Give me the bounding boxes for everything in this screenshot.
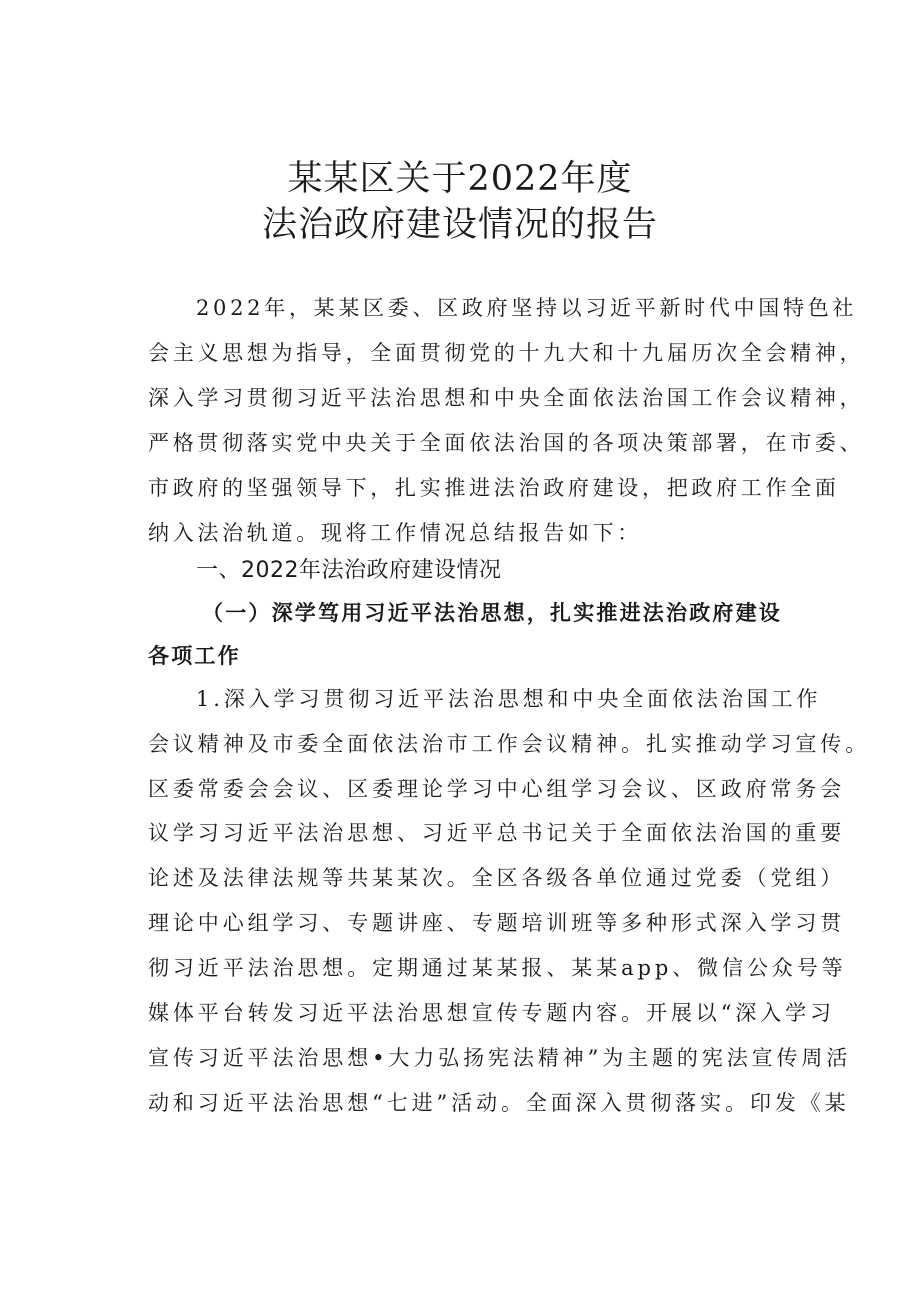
intro-line: 会主义思想为指导，全面贯彻党的十九大和十九届历次全会精神，	[148, 341, 865, 365]
body-line: 理论中心组学习、专题讲座、专题培训班等多种形式深入学习贯	[148, 911, 846, 935]
body-line: 动和习近平法治思想“七进”活动。全面深入贯彻落实。印发《某	[148, 1091, 850, 1115]
intro-line: 深入学习贯彻习近平法治思想和中央全面依法治国工作会议精神，	[148, 386, 865, 410]
document-title-line-1: 某某区关于2022年度	[287, 159, 633, 199]
body-line: 媒体平台转发习近平法治思想宣传专题内容。开展以“深入学习	[148, 1001, 835, 1025]
intro-line: 市政府的坚强领导下，扎实推进法治政府建设，把政府工作全面	[148, 476, 840, 500]
body-line: 彻习近平法治思想。定期通过某某报、某某app、微信公众号等	[148, 956, 847, 980]
intro-line: 严格贯彻落实党中央关于全面依法治国的各项决策部署，在市委、	[148, 431, 865, 455]
body-line: 宣传习近平法治思想•大力弘扬宪法精神”为主题的宪法宣传周活	[148, 1046, 852, 1070]
intro-line: 2022年，某某区委、区政府坚持以习近平新时代中国特色社	[196, 296, 858, 320]
subsection-heading-line-2: 各项工作	[148, 644, 241, 668]
document-title-line-2: 法治政府建设情况的报告	[261, 205, 658, 245]
intro-line: 纳入法治轨道。现将工作情况总结报告如下：	[148, 521, 642, 545]
section-heading-1: 一、2022年法治政府建设情况	[196, 558, 502, 583]
body-line: 区委常委会会议、区委理论学习中心组学习会议、区政府常务会	[148, 777, 846, 801]
body-line: 议学习习近平法治思想、习近平总书记关于全面依法治国的重要	[148, 821, 846, 845]
body-line: 论述及法律法规等共某某次。全区各级各单位通过党委（党组）	[148, 866, 846, 890]
body-line: 1.深入学习贯彻习近平法治思想和中央全面依法治国工作	[196, 687, 822, 711]
subsection-heading-line-1: （一）深学笃用习近平法治思想，扎实推进法治政府建设	[202, 601, 782, 625]
body-line: 会议精神及市委全面依法治市工作会议精神。扎实推动学习宣传。	[148, 732, 871, 756]
